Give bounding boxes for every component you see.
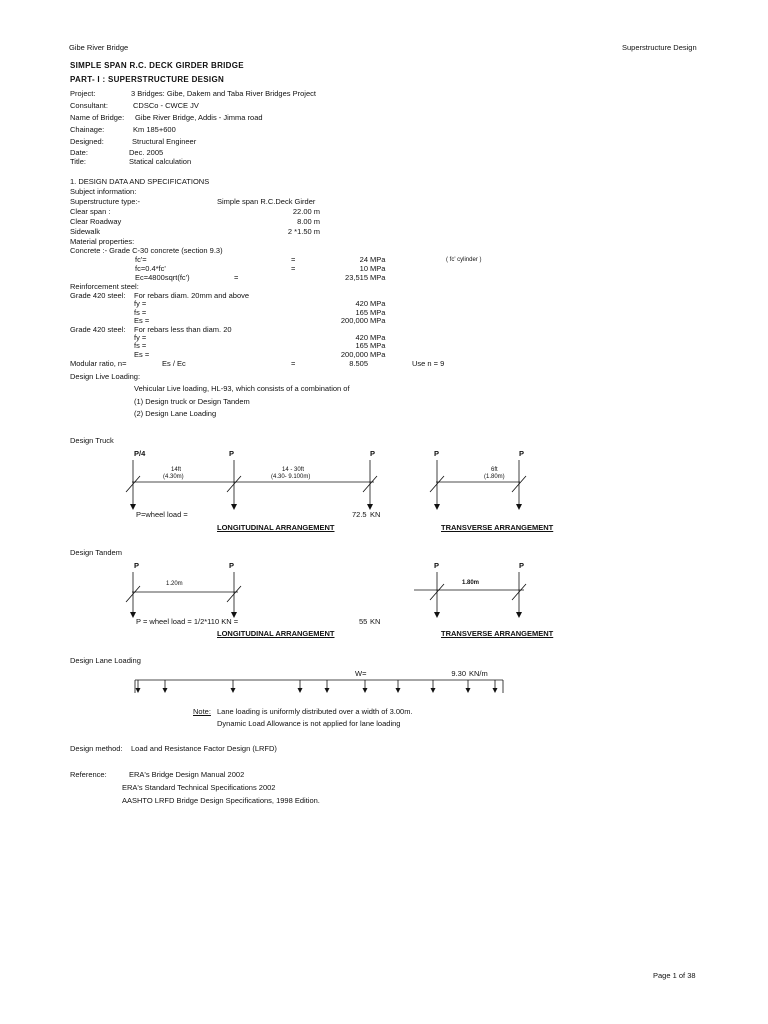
fs1-unit: MPa <box>370 308 386 317</box>
lane-load-w-value: 9.30 <box>451 669 466 678</box>
tandem-load-p2: P <box>229 561 235 570</box>
fy1-value: 420 <box>355 299 368 308</box>
grade2-label: Grade 420 steel: <box>70 325 126 334</box>
es1-unit: MPa <box>370 316 386 325</box>
ec-value: 23,515 <box>345 273 368 282</box>
tandem-trans-load-2: P <box>519 561 525 570</box>
tandem-long-caption: LONGITUDINAL ARRANGEMENT <box>217 629 335 638</box>
info-label-title: Title: <box>70 157 86 166</box>
section-heading: 1. DESIGN DATA AND SPECIFICATIONS <box>70 177 210 186</box>
truck-dim3-top: 6ft <box>491 467 498 473</box>
tandem-load-p1: P <box>134 561 140 570</box>
truck-long-caption: LONGITUDINAL ARRANGEMENT <box>217 523 335 532</box>
lane-load-w-label: W= <box>355 669 367 678</box>
info-value-chainage: Km 185+600 <box>133 125 176 134</box>
truck-dim1-bottom: (4.30m) <box>163 474 184 480</box>
clear-span-value: 22.00 m <box>292 207 320 216</box>
design-tandem-heading: Design Tandem <box>70 548 122 557</box>
ec-equals: = <box>234 273 239 282</box>
fy2-label: fy = <box>134 333 147 342</box>
truck-wheel-load-unit: KN <box>370 510 381 519</box>
superstructure-type-value: Simple span R.C.Deck Girder <box>217 197 316 206</box>
truck-dim3-bottom: (1.80m) <box>484 474 505 480</box>
page-number: Page 1 of 38 <box>653 971 696 980</box>
fy2-value: 420 <box>355 333 368 342</box>
superstructure-type-label: Superstructure type:- <box>70 197 141 206</box>
grade2-desc: For rebars less than diam. 20 <box>134 325 232 334</box>
truck-trans-load-1: P <box>434 449 440 458</box>
grade1-label: Grade 420 steel: <box>70 291 126 300</box>
modular-ratio-equals: = <box>291 359 296 368</box>
ec-label: Ec=4800sqrt(fc') <box>135 273 190 282</box>
info-value-consultant: CDSCo - CWCE JV <box>133 101 199 110</box>
truck-transverse-diagram <box>430 460 526 509</box>
fy1-label: fy = <box>134 299 147 308</box>
live-loading-desc: Vehicular Live loading, HL-93, which consists of a combination of <box>134 384 350 393</box>
live-loading-item-1: (1) Design truck or Design Tandem <box>134 397 250 406</box>
design-truck-heading: Design Truck <box>70 436 114 445</box>
modular-ratio-use: Use n = 9 <box>412 359 445 368</box>
info-value-bridge: Gibe River Bridge, Addis - Jimma road <box>135 113 263 122</box>
fc-note: ( fc' cylinder ) <box>446 257 482 263</box>
live-loading-heading: Design Live Loading: <box>70 372 141 381</box>
lane-note-2: Dynamic Load Allowance is not applied for lane loading <box>217 719 401 728</box>
reference-item-2: ERA's Standard Technical Specifications 2002 <box>122 783 276 792</box>
info-label-project: Project: <box>70 89 96 98</box>
reference-label: Reference: <box>70 770 107 779</box>
design-method-value: Load and Resistance Factor Design (LRFD) <box>131 744 277 753</box>
truck-dim1-top: 14ft <box>171 467 182 473</box>
truck-wheel-load-label: P=wheel load = <box>136 510 188 519</box>
info-label-designed: Designed: <box>70 137 104 146</box>
info-label-bridge: Name of Bridge: <box>70 113 125 122</box>
fs1-label: fs = <box>134 308 147 317</box>
doc-title: SIMPLE SPAN R.C. DECK GIRDER BRIDGE <box>70 61 244 70</box>
fcs-equals: = <box>291 264 296 273</box>
material-properties-label: Material properties: <box>70 237 135 246</box>
tandem-wheel-load-unit: KN <box>370 617 381 626</box>
tandem-trans-caption: TRANSVERSE ARRANGEMENT <box>441 629 554 638</box>
concrete-grade: Concrete :- Grade C-30 concrete (section 9.3) <box>70 246 223 255</box>
tandem-dim2: 1.80m <box>462 580 480 586</box>
clear-span-label: Clear span : <box>70 207 111 216</box>
info-label-date: Date: <box>70 148 88 157</box>
es2-unit: MPa <box>370 350 386 359</box>
tandem-dim1: 1.20m <box>166 581 183 587</box>
truck-dim2-top: 14 - 30ft <box>282 467 305 473</box>
es1-label: Es = <box>134 316 150 325</box>
fy2-unit: MPa <box>370 333 386 342</box>
fs2-value: 165 <box>355 341 368 350</box>
modular-ratio-expr: Es / Ec <box>162 359 186 368</box>
truck-trans-caption: TRANSVERSE ARRANGEMENT <box>441 523 554 532</box>
subject-info-label: Subject information: <box>70 187 137 196</box>
fs1-value: 165 <box>355 308 368 317</box>
fs2-label: fs = <box>134 341 147 350</box>
ec-unit: MPa <box>370 273 386 282</box>
truck-trans-load-2: P <box>519 449 525 458</box>
lane-load-w-unit: KN/m <box>469 669 488 678</box>
fc-label: fc'= <box>135 255 147 264</box>
grade1-desc: For rebars diam. 20mm and above <box>134 291 250 300</box>
header-right: Superstructure Design <box>622 43 697 52</box>
sidewalk-value: 2 *1.50 m <box>287 227 320 236</box>
reference-item-1: ERA's Bridge Design Manual 2002 <box>129 770 245 779</box>
fc-unit: MPa <box>370 255 386 264</box>
truck-wheel-load-value: 72.5 <box>352 510 367 519</box>
lane-note-label: Note: <box>193 707 211 716</box>
fcs-unit: MPa <box>370 264 386 273</box>
doc-subtitle: PART- I : SUPERSTRUCTURE DESIGN <box>70 75 225 84</box>
modular-ratio-label: Modular ratio, n= <box>70 359 127 368</box>
truck-load-p4: P/4 <box>134 449 146 458</box>
fs2-unit: MPa <box>370 341 386 350</box>
lane-loading-diagram <box>135 680 503 693</box>
tandem-transverse-diagram <box>414 572 526 617</box>
tandem-wheel-load-value: 55 <box>359 617 368 626</box>
info-label-chainage: Chainage: <box>70 125 105 134</box>
info-value-project: 3 Bridges: Gibe, Dakem and Taba River Bridges Project <box>131 89 316 98</box>
sidewalk-label: Sidewalk <box>70 227 101 236</box>
tandem-trans-load-1: P <box>434 561 440 570</box>
modular-ratio-value: 8.505 <box>349 359 368 368</box>
truck-load-p2: P <box>229 449 235 458</box>
es2-label: Es = <box>134 350 150 359</box>
lane-loading-heading: Design Lane Loading <box>70 656 141 665</box>
fc-value: 24 <box>359 255 368 264</box>
header-left: Gibe River Bridge <box>69 43 129 52</box>
fcs-value: 10 <box>359 264 368 273</box>
live-loading-item-2: (2) Design Lane Loading <box>134 409 217 418</box>
lane-note-1: Lane loading is uniformly distributed over a width of 3.00m. <box>217 707 413 716</box>
info-label-consultant: Consultant: <box>70 101 108 110</box>
es2-value: 200,000 <box>340 350 368 359</box>
reinforcement-label: Reinforcement steel: <box>70 282 139 291</box>
clear-roadway-label: Clear Roadway <box>70 217 122 226</box>
info-value-date: Dec. 2005 <box>129 148 164 157</box>
es1-value: 200,000 <box>340 316 368 325</box>
info-value-designed: Structural Engineer <box>132 137 197 146</box>
truck-dim2-bottom: (4.30- 9.100m) <box>271 474 311 480</box>
info-value-title: Statical calculation <box>129 157 192 166</box>
reference-item-3: AASHTO LRFD Bridge Design Specifications, 1998 Edition. <box>122 796 320 805</box>
fc-equals: = <box>291 255 296 264</box>
design-method-label: Design method: <box>70 744 123 753</box>
fy1-unit: MPa <box>370 299 386 308</box>
tandem-wheel-load-label: P = wheel load = 1/2*110 KN = <box>136 617 239 626</box>
tandem-longitudinal-diagram <box>126 572 241 617</box>
truck-load-p3: P <box>370 449 376 458</box>
clear-roadway-value: 8.00 m <box>297 217 320 226</box>
truck-longitudinal-diagram <box>126 460 377 509</box>
fcs-label: fc=0.4*fc' <box>135 264 166 273</box>
